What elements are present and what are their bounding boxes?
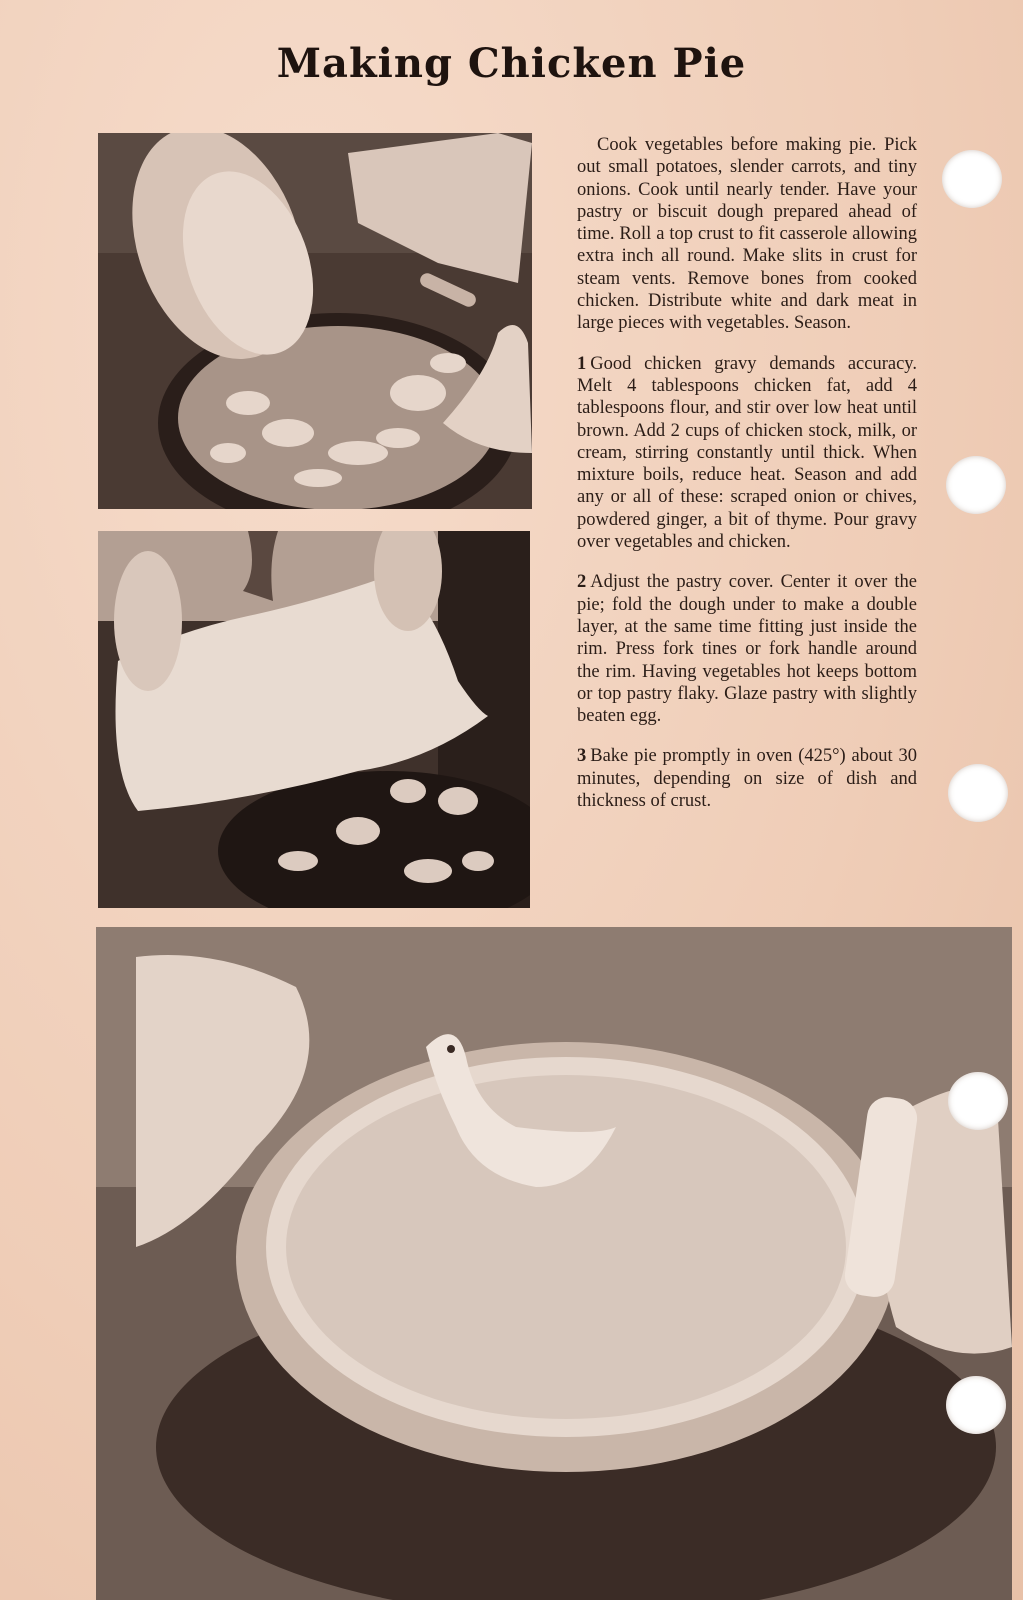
- binder-hole: [946, 456, 1006, 514]
- step-number: 3: [577, 746, 587, 767]
- recipe-text: [577, 134, 917, 830]
- binder-hole: [942, 150, 1002, 208]
- page-title: Making Chicken Pie: [276, 40, 747, 87]
- step-number: 2: [577, 572, 587, 593]
- intro-paragraph: Cook vegetables before making pie. Pick out small potatoes, slender carrots, and tiny onions. Cook until nearly tender. Have your pastry or biscuit dough prepared ahead of time. Roll a top crust to fit casserole allowing extra inch all round. Make slits in crust for steam vents. Remove bones from cooked chicken. Distribute white and dark meat in large pieces with vegetables. Season.: [577, 135, 917, 334]
- binder-hole: [948, 1072, 1008, 1130]
- step-number: 1: [577, 353, 587, 374]
- photo-pouring-gravy: [98, 133, 532, 509]
- step-text: Bake pie promptly in oven (425°) about 30 minutes, depending on size of dish and thickness of crust.: [577, 746, 917, 812]
- step-3: [577, 745, 917, 812]
- step-text: Good chicken gravy demands accuracy. Melt 4 tablespoons chicken fat, add 4 tablespoons flour, and stir over low heat until brown. Add 2 cups of chicken stock, milk, or cream, stirring constantly until thick. When mixture boils, reduce heat. Season and add any or all of these: scraped onion or chives, powdered ginger, a bit of thyme. Pour gravy over vegetables and chicken.: [577, 353, 917, 553]
- binder-hole: [948, 764, 1008, 822]
- step-1: [577, 353, 917, 554]
- step-2: [577, 571, 917, 727]
- step-text: Adjust the pastry cover. Center it over the pie; fold the dough under to make a double layer, at the same time fitting just inside the rim. Press fork tines or fork handle around the rim. Having vegetables hot keeps bottom or top pastry flaky. Glaze pastry with slightly beaten egg.: [577, 572, 917, 727]
- binder-hole: [946, 1376, 1006, 1434]
- photo-adjusting-crust: [98, 531, 530, 908]
- photo-baked-pie: [96, 927, 1012, 1600]
